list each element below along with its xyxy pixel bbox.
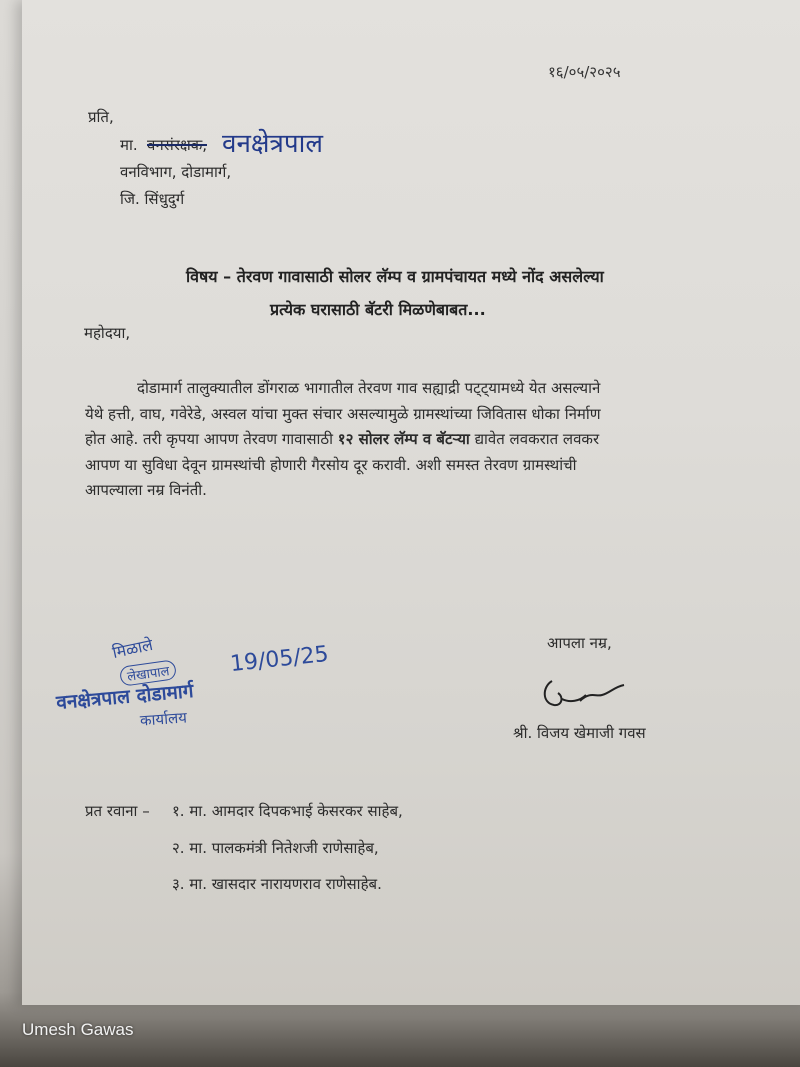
recipient-office: वनविभाग, दोडामार्ग,	[120, 163, 232, 181]
body-line-3-end: द्यावेत लवकरात लवकर	[474, 430, 600, 449]
body-line-1: दोडामार्ग तालुक्यातील डोंगराळ भागातील तेरवण गाव सह्याद्री पट्ट्यामध्ये येत असल्याने	[137, 379, 601, 397]
recipient-to: प्रति,	[88, 108, 114, 126]
copies-item-3: ३. मा. खासदार नारायणराव राणेसाहेब.	[172, 875, 382, 893]
letter-page	[22, 0, 800, 1005]
body-line-2: येथे हत्ती, वाघ, गवेरेडे, अस्वल यांचा मुक्त संचार असल्यामुळे ग्रामस्थांच्या जिवितास धोका निर्माण	[85, 404, 601, 423]
letter-date: १६/०५/२०२५	[548, 63, 621, 81]
photo-credit-watermark: Umesh Gawas	[22, 1020, 134, 1039]
stamp-clerk: लेखापाल	[119, 659, 178, 687]
subject-line-2: प्रत्येक घरासाठी बॅटरी मिळणेबाबत...	[270, 300, 486, 319]
sender-signature	[540, 673, 630, 713]
copies-item-2: २. मा. पालकमंत्री नितेशजी राणेसाहेब,	[172, 839, 379, 857]
body-line-5: आपल्याला नम्र विनंती.	[85, 481, 207, 500]
handwritten-designation: वनक्षेत्रपाल	[222, 129, 324, 159]
recipient-district: जि. सिंधुदुर्ग	[120, 190, 185, 208]
body-line-3-start: होत आहे. तरी कृपया आपण तेरवण गावासाठी	[85, 430, 334, 449]
closing-yours: आपला नम्र,	[547, 634, 612, 652]
receipt-stamp	[52, 625, 372, 735]
subject-line-1: विषय – तेरवण गावासाठी सोलर लॅम्प व ग्रामपंचायत मध्ये नोंद असलेल्या	[186, 267, 604, 286]
copies-label: प्रत रवाना –	[85, 802, 150, 820]
stamp-received: मिळाले	[110, 634, 155, 663]
recipient-title-prefix: मा.	[120, 136, 138, 154]
copies-item-1: १. मा. आमदार दिपकभाई केसरकर साहेब,	[172, 802, 403, 820]
stamp-office-name: वनक्षेत्रपाल दोडामार्ग	[55, 680, 195, 714]
sender-name: श्री. विजय खेमाजी गवस	[513, 724, 646, 742]
greeting: महोदया,	[84, 324, 131, 342]
stamp-office-word: कार्यालय	[139, 708, 188, 730]
body-line-3-bold: १२ सोलर लॅम्प व बॅटऱ्या	[337, 430, 470, 449]
body-paragraph	[85, 376, 690, 504]
body-line-3	[85, 427, 690, 453]
body-line-4: आपण या सुविधा देवून ग्रामस्थांची होणारी गैरसोय दूर करावी. अशी समस्त तेरवण ग्रामस्थांची	[85, 455, 577, 474]
struck-designation: वनसंरक्षक,	[147, 136, 207, 154]
stamp-received-date: 19/05/25	[228, 641, 330, 678]
